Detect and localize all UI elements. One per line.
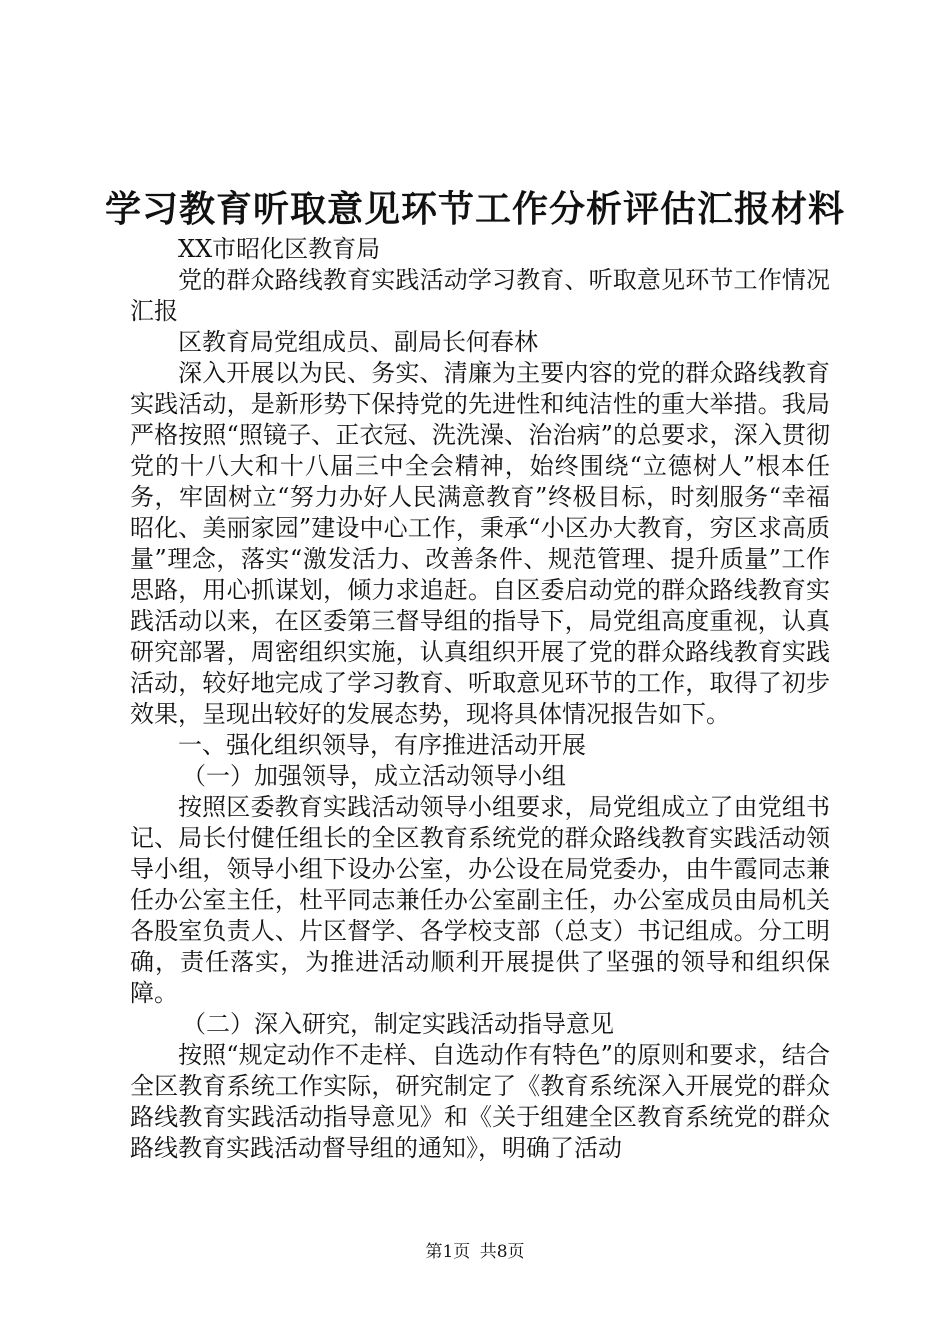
document-title: 学习教育听取意见环节工作分析评估汇报材料 <box>104 188 845 230</box>
section-heading-1: 一、强化组织领导，有序推进活动开展 <box>178 731 586 759</box>
page-total: 共8页 <box>479 1242 525 1262</box>
intro-paragraph: 深入开展以为民、务实、清廉为主要内容的党的群众路线教育实践活动，是新形势下保持党的先进性和纯洁性的重大举措。我局严格按照“照镜子、正衣冠、洗洗澡、治治病”的总要求，深入贯彻党的十八大和十八届三中全会精神，始终围绕“立德树人”根本任务，牢固树立“努力办好人民满意教育”终极目标，时刻服务“幸福昭化、美丽家园”建设中心工作，秉承“小区办大教育，穷区求高质量”理念，落实“激发活力、改善条件、规范管理、提升质量”工作思路，用心抓谋划，倾力求追赶。自区委启动党的群众路线教育实践活动以来，在区委第三督导组的指导下，局党组高度重视，认真研究部署，周密组织实施，认真组织开展了党的群众路线教育实践活动，较好地完成了学习教育、听取意见环节的工作，取得了初步效果，呈现出较好的发展态势，现将具体情况报告如下。 <box>130 359 830 728</box>
body-paragraph-1: 按照区委教育实践活动领导小组要求，局党组成立了由党组书记、局长付健任组长的全区教育系统党的群众路线教育实践活动领导小组，领导小组下设办公室，办公设在局党委办，由牛霞同志兼任办公室主任，杜平同志兼任办公室副主任，办公室成员由局机关各股室负责人、片区督学、各学校支部（总支）书记组成。分工明确，责任落实，为推进活动顺利开展提供了坚强的领导和组织保障。 <box>130 793 830 1007</box>
org-line: XX市昭化区教育局 <box>178 235 381 263</box>
body-paragraph-2: 按照“规定动作不走样、自选动作有特色”的原则和要求，结合全区教育系统工作实际，研究制定了《教育系统深入开展党的群众路线教育实践活动指导意见》和《关于组建全区教育系统党的群众路线教育实践活动督导组的通知》，明确了活动 <box>130 1041 830 1162</box>
document-body <box>130 234 830 1164</box>
page-number: 第1页 <box>425 1242 471 1262</box>
page-footer <box>0 1240 950 1264</box>
report-subtitle: 党的群众路线教育实践活动学习教育、听取意见环节工作情况汇报 <box>130 266 830 325</box>
author-line: 区教育局党组成员、副局长何春林 <box>178 328 538 356</box>
subsection-heading-1: （一）加强领导，成立活动领导小组 <box>182 762 566 790</box>
subsection-heading-2: （二）深入研究，制定实践活动指导意见 <box>182 1010 614 1038</box>
